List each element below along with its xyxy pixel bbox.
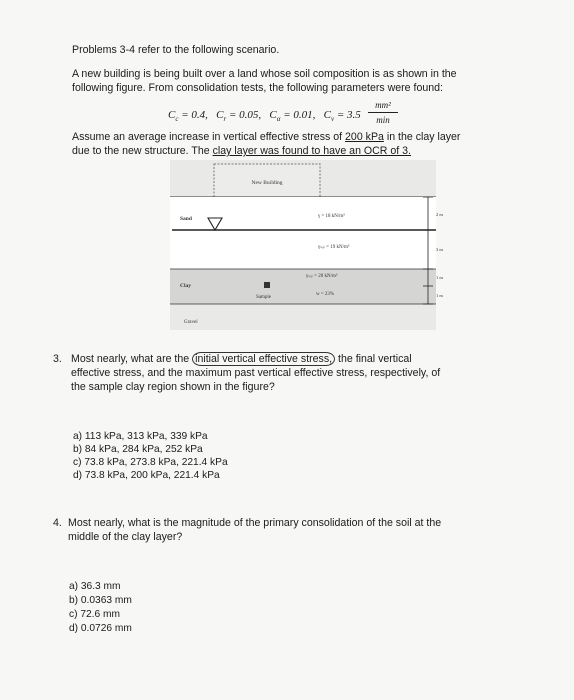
q3-option-a[interactable]: a) 113 kPa, 313 kPa, 339 kPa — [73, 431, 208, 442]
assumption-text: Assume an average increase in vertical effective stress of — [72, 131, 346, 143]
cr-symbol: C — [216, 109, 224, 121]
fraction-bar — [368, 112, 398, 113]
clay-label: Clay — [180, 283, 191, 289]
new-building-label: New Building — [251, 180, 283, 186]
q3-text-tail: the final vertical — [335, 353, 412, 365]
sand-unit-weight: γ = 18 kN/m³ — [318, 214, 345, 219]
scenario-paragraph-line: A new building is being built over a land whose soil composition is as shown in the — [72, 68, 457, 80]
q4-option-a[interactable]: a) 36.3 mm — [69, 581, 121, 592]
consolidation-parameters — [168, 108, 361, 126]
sand-label: Sand — [180, 216, 192, 222]
cv-value: = 3.5 — [334, 109, 361, 121]
sand-layer — [170, 197, 436, 269]
ca-subscript: α — [276, 115, 281, 124]
q3-text: Most nearly, what are the — [71, 353, 193, 365]
stress-increase-value: 200 kPa — [345, 131, 384, 143]
question-3-line — [71, 352, 412, 366]
q4-option-b[interactable]: b) 0.0363 mm — [69, 595, 132, 606]
cr-subscript: r — [223, 115, 227, 124]
sand-saturated-unit-weight: γₛₐₜ = 19 kN/m³ — [318, 245, 350, 250]
scenario-paragraph-line: following figure. From consolidation tests, the following parameters were found: — [72, 82, 443, 94]
scenario-assumption-line — [72, 130, 460, 144]
cv-symbol: C — [323, 109, 331, 121]
scenario-heading: Problems 3-4 refer to the following scenario. — [72, 44, 280, 56]
cc-value: = 0.4, — [178, 109, 208, 121]
cr-value: = 0.05, — [226, 109, 262, 121]
cc-symbol: C — [168, 109, 176, 121]
q4-option-c[interactable]: c) 72.6 mm — [69, 609, 120, 620]
cv-subscript: v — [330, 115, 335, 124]
question-3-number: 3. — [53, 353, 62, 365]
question-3-line: the sample clay region shown in the figure? — [71, 381, 275, 393]
clay-water-content: w = 23% — [316, 292, 335, 297]
q3-option-b[interactable]: b) 84 kPa, 284 kPa, 252 kPa — [73, 444, 203, 455]
q3-circled-phrase: initial vertical effective stress, — [192, 352, 335, 366]
question-4-line: Most nearly, what is the magnitude of the primary consolidation of the soil at the — [68, 517, 442, 529]
sample-label: Sample — [256, 295, 271, 300]
q4-option-d[interactable]: d) 0.0726 mm — [69, 623, 132, 634]
ocr-text: due to the new structure. The — [72, 145, 213, 157]
cc-subscript: c — [175, 115, 179, 124]
assumption-text-tail: in the clay layer — [383, 131, 461, 143]
gravel-label: Gravel — [184, 320, 198, 325]
scenario-ocr-line — [72, 144, 411, 158]
clay-layer — [170, 269, 436, 304]
ca-symbol: C — [269, 109, 277, 121]
clay-saturated-unit-weight: γₛₐₜ = 20 kN/m³ — [306, 274, 338, 279]
sample-marker — [264, 282, 270, 288]
ca-value: = 0.01, — [280, 109, 316, 121]
ocr-statement: clay layer was found to have an OCR of 3. — [212, 145, 412, 157]
question-4-number: 4. — [53, 517, 62, 529]
question-4-line: middle of the clay layer? — [68, 531, 183, 543]
q3-option-d[interactable]: d) 73.8 kPa, 200 kPa, 221.4 kPa — [73, 470, 220, 481]
cv-unit-denominator: min — [376, 115, 390, 125]
dimension-label-clay-top: 1 m — [436, 275, 443, 280]
dimension-label-sand-bottom: 3 m — [436, 247, 443, 252]
cv-unit-numerator: mm² — [375, 100, 391, 110]
question-3-line: effective stress, and the maximum past vertical effective stress, respectively, of — [71, 367, 441, 379]
dimension-label-clay-bottom: 1 m — [436, 293, 443, 298]
q3-option-c[interactable]: c) 73.8 kPa, 273.8 kPa, 221.4 kPa — [73, 457, 228, 468]
soil-profile-figure — [170, 160, 450, 335]
dimension-label-sand-top: 2 m — [436, 212, 443, 217]
